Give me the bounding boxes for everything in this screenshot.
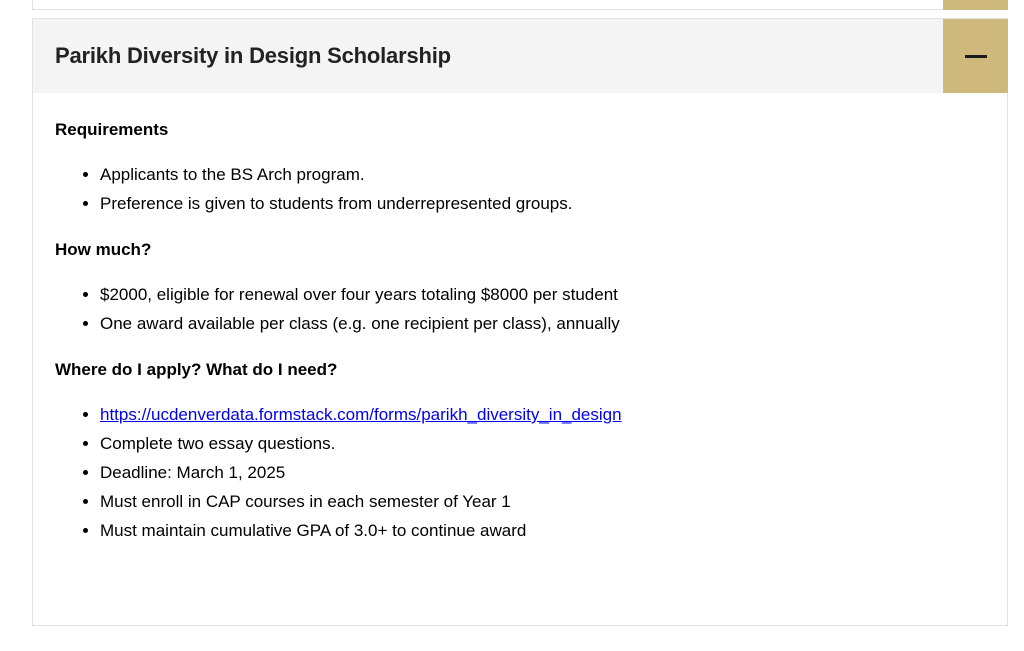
how-much-list — [55, 280, 985, 338]
apply-list — [55, 400, 985, 545]
list-item: • Deadline: March 1, 2025 — [100, 458, 985, 487]
list-item: • One award available per class (e.g. one recipient per class), annually — [100, 309, 985, 338]
list-item: • Must enroll in CAP courses in each semester of Year 1 — [100, 487, 985, 516]
list-item: • Preference is given to students from underrepresented groups. — [100, 189, 985, 218]
list-item: • $2000, eligible for renewal over four years totaling $8000 per student — [100, 280, 985, 309]
requirements-list — [55, 160, 985, 218]
collapse-button[interactable] — [943, 19, 1008, 93]
accordion-item-parikh-scholarship — [32, 18, 1008, 626]
previous-accordion-toggle[interactable] — [943, 0, 1008, 10]
list-item: • Must maintain cumulative GPA of 3.0+ to continue award — [100, 516, 985, 545]
requirements-heading: Requirements — [55, 120, 169, 139]
previous-accordion-item[interactable] — [32, 0, 1008, 10]
accordion-body — [33, 93, 1007, 545]
minus-icon — [965, 55, 987, 58]
list-item — [100, 400, 985, 429]
list-item: • Applicants to the BS Arch program. — [100, 160, 985, 189]
accordion-title[interactable]: Parikh Diversity in Design Scholarship — [55, 43, 451, 68]
apply-heading: Where do I apply? What do I need? — [55, 360, 338, 379]
accordion-header[interactable] — [33, 19, 1007, 93]
how-much-heading: How much? — [55, 240, 152, 259]
application-form-link[interactable]: https://ucdenverdata.formstack.com/forms/parikh_diversity_in_design — [100, 405, 622, 424]
list-item: • Complete two essay questions. — [100, 429, 985, 458]
